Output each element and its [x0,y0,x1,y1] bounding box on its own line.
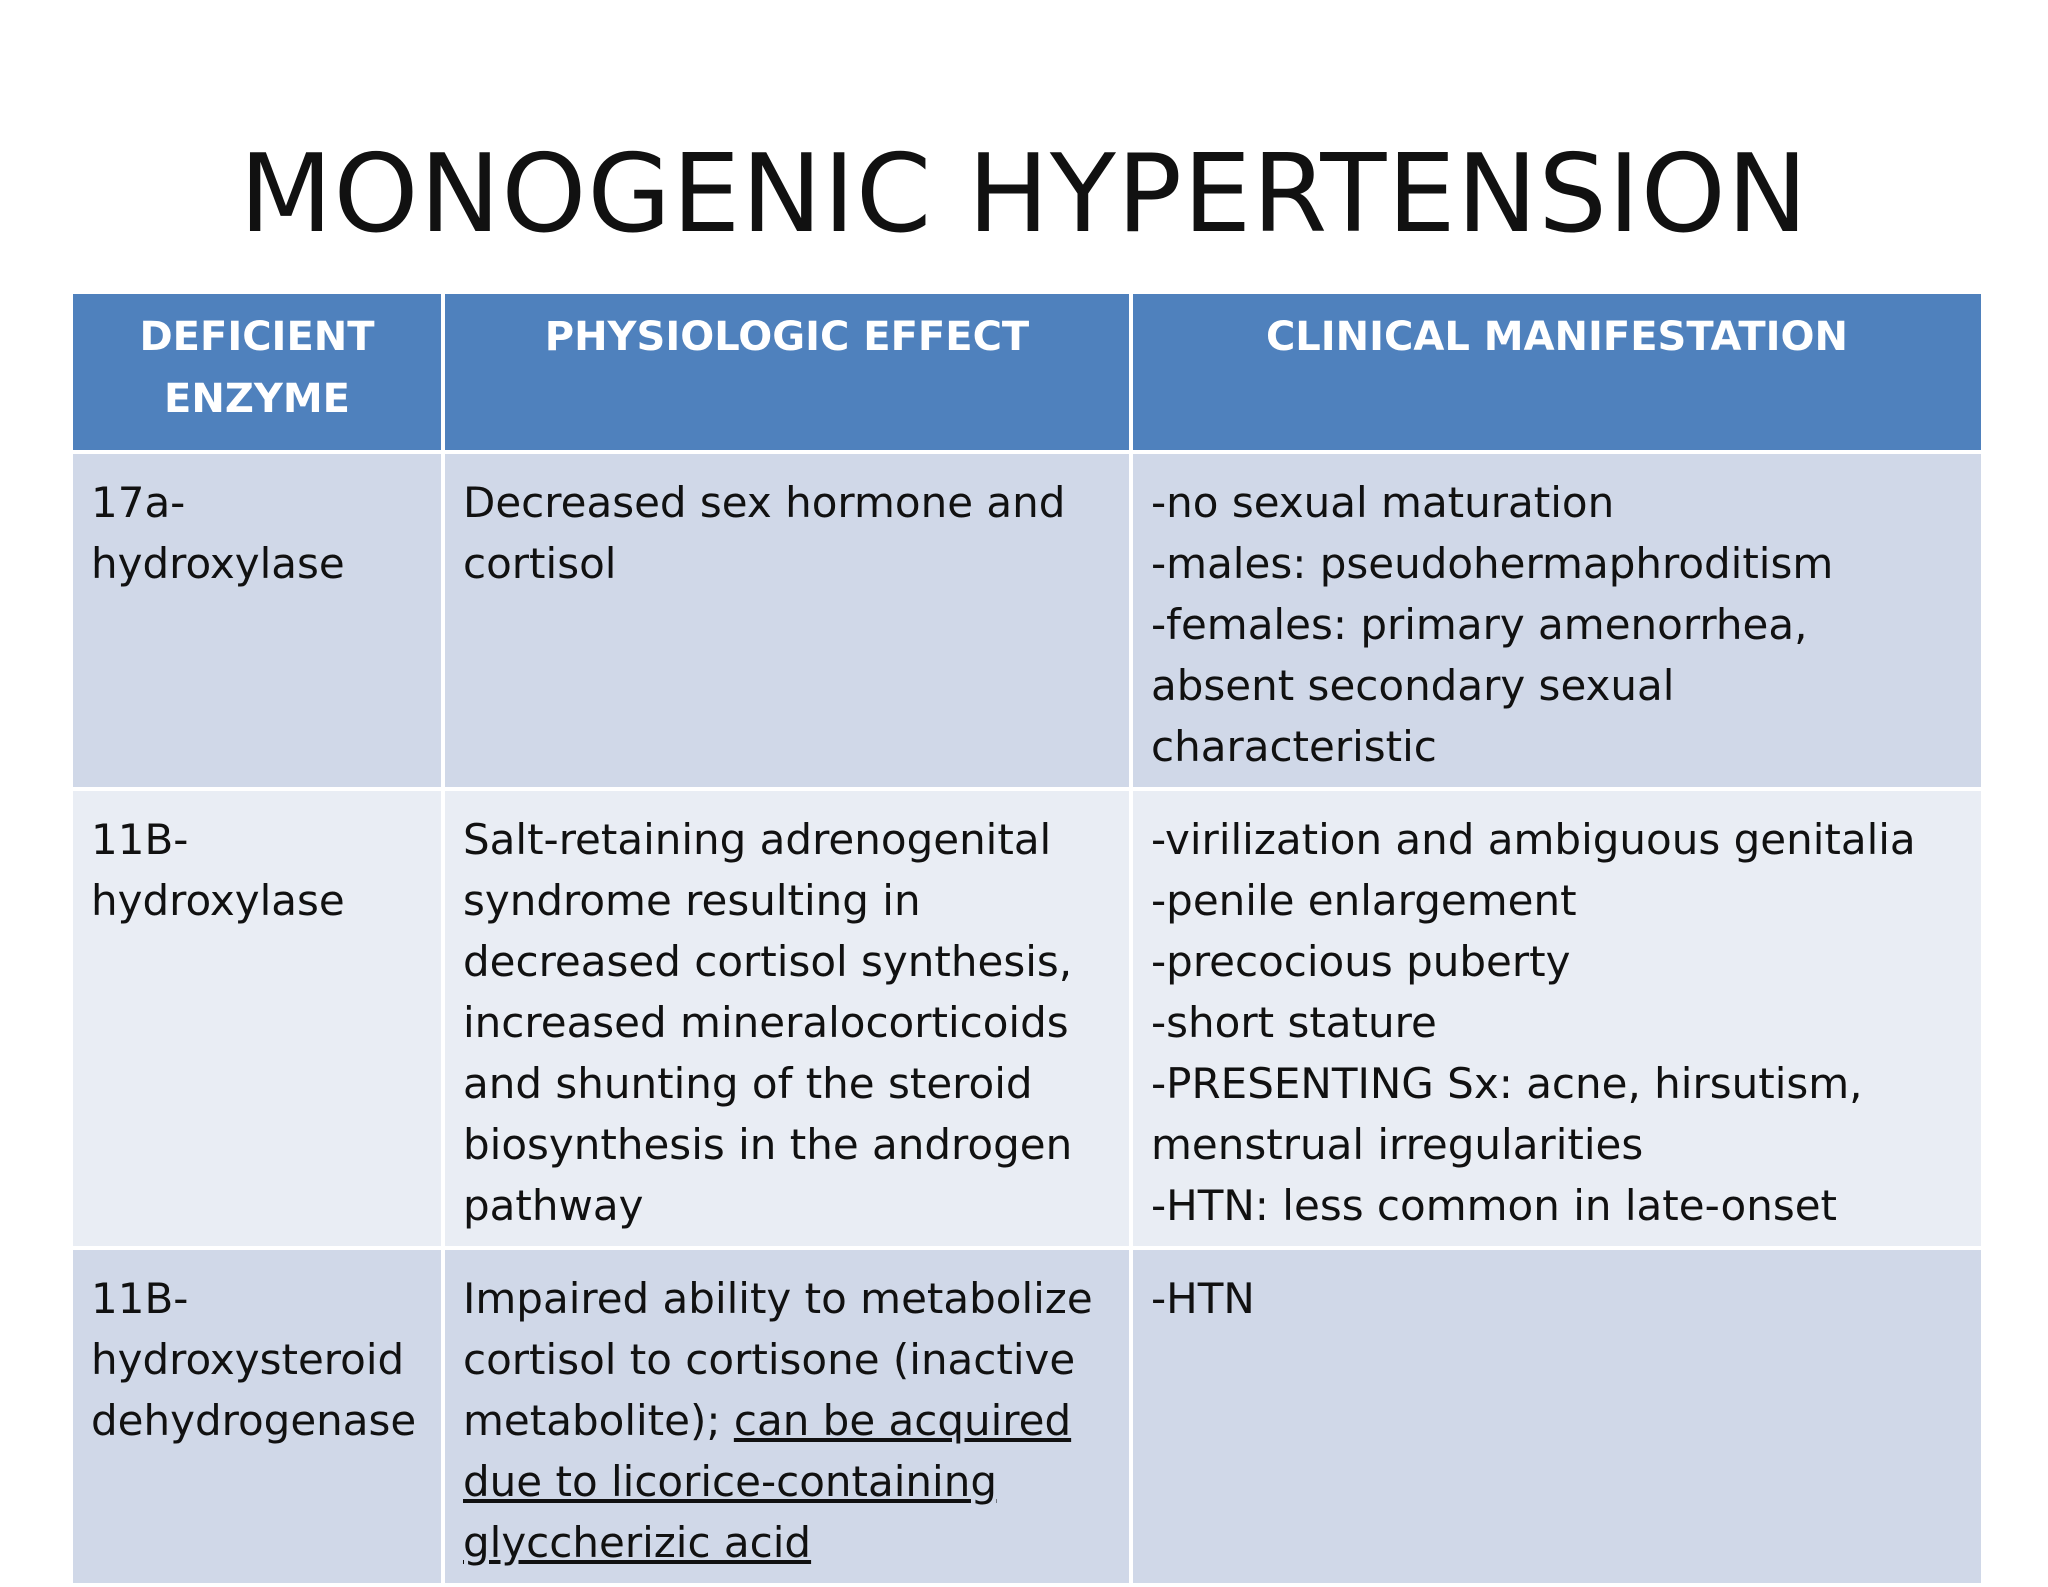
slide-title: MONOGENIC HYPERTENSION [239,132,1809,257]
enzyme-cell: 17a-hydroxylase [71,452,443,789]
table-row [71,789,1983,1248]
effect-underlined-text: can be acquired due to licorice-containing glyccherizic acid [463,1396,1072,1567]
header-clinical-manifestation: CLINICAL MANIFESTATION [1131,292,1983,452]
manifestation-line: -short stature [1151,998,1437,1047]
manifestation-line: -HTN: less common in late-onset [1151,1181,1838,1230]
manifestation-cell [1131,789,1983,1248]
manifestation-line: -females: primary amenorrhea, absent secondary sexual characteristic [1151,600,1808,771]
manifestation-line: -virilization and ambiguous genitalia [1151,815,1916,864]
manifestation-line: -penile enlargement [1151,876,1577,925]
enzyme-cell: 11B-hydroxylase [71,789,443,1248]
manifestation-cell [1131,1248,1983,1585]
table-header-row [71,292,1983,452]
manifestation-line: -HTN [1151,1274,1255,1323]
manifestation-line: -PRESENTING Sx: acne, hirsutism, menstrual irregularities [1151,1059,1863,1169]
manifestation-line: -precocious puberty [1151,937,1571,986]
manifestation-line: -males: pseudohermaphroditism [1151,539,1834,588]
table-row [71,1248,1983,1585]
header-physiologic-effect: PHYSIOLOGIC EFFECT [443,292,1131,452]
enzyme-table [69,290,1985,1587]
effect-cell: Decreased sex hormone and cortisol [443,452,1131,789]
enzyme-cell: 11B-hydroxysteroid dehydrogenase [71,1248,443,1585]
manifestation-line: -no sexual maturation [1151,478,1615,527]
manifestation-cell [1131,452,1983,789]
effect-cell [443,1248,1131,1585]
effect-text: Impaired ability to metabolize cortisol to cortisone (inactive metabolite); [463,1274,1093,1445]
effect-cell: Salt-retaining adrenogenital syndrome resulting in decreased cortisol synthesis, increased mineralocorticoids and shunting of the steroid biosynthesis in the androgen pathway [443,789,1131,1248]
table-row [71,452,1983,789]
header-deficient-enzyme: DEFICIENT ENZYME [71,292,443,452]
